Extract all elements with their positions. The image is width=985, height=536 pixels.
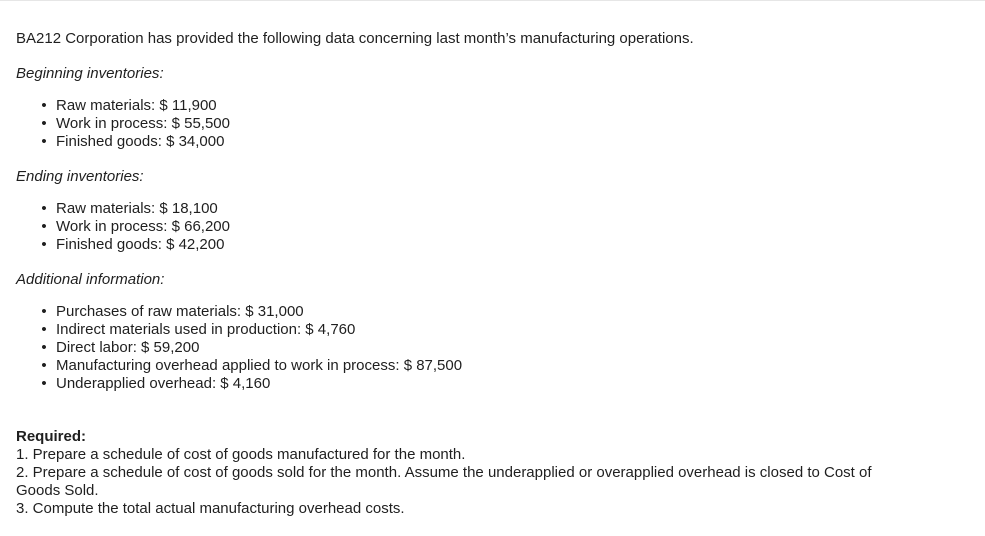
- list-item-text: Indirect materials used in production: $ 4,760: [56, 321, 356, 338]
- list-item-text: Underapplied overhead: $ 4,160: [56, 375, 271, 392]
- list-item-text: Finished goods: $ 42,200: [56, 236, 225, 253]
- ending-heading-colon: :: [139, 168, 144, 185]
- list-item-text: Work in process: $ 55,500: [56, 115, 230, 132]
- bullet-icon: •: [41, 303, 47, 320]
- list-item-text: Manufacturing overhead applied to work in process: $ 87,500: [56, 357, 463, 374]
- list-item: [16, 375, 971, 393]
- ending-inventories-heading: [16, 167, 971, 186]
- required-heading: Required:: [16, 428, 87, 445]
- problem-content: [16, 29, 971, 518]
- beginning-heading-text: Beginning inventories: [16, 65, 160, 82]
- list-item-text: Finished goods: $ 34,000: [56, 133, 225, 150]
- list-item: [16, 200, 971, 218]
- required-item-2-continued: Goods Sold.: [16, 482, 99, 499]
- bullet-icon: •: [41, 133, 47, 150]
- list-item: [16, 357, 971, 375]
- bullet-icon: •: [41, 115, 47, 132]
- bullet-icon: •: [41, 97, 47, 114]
- top-divider: [0, 0, 985, 1]
- additional-information-heading: [16, 270, 971, 289]
- bullet-icon: •: [41, 375, 47, 392]
- bullet-icon: •: [41, 339, 47, 356]
- additional-heading-colon: :: [160, 271, 165, 288]
- ending-heading-text: Ending inventories: [16, 168, 140, 185]
- bullet-icon: •: [41, 357, 47, 374]
- additional-heading-text: Additional information: [16, 271, 161, 288]
- required-item-2: 2. Prepare a schedule of cost of goods sold for the month. Assume the underapplied or overapplied overhead is closed to Cost of: [16, 464, 872, 481]
- bullet-icon: •: [41, 200, 47, 217]
- ending-inventories-list: [16, 200, 971, 254]
- beginning-inventories-heading: [16, 64, 971, 83]
- bullet-icon: •: [41, 218, 47, 235]
- additional-information-list: [16, 303, 971, 393]
- list-item: [16, 339, 971, 357]
- list-item: [16, 218, 971, 236]
- bullet-icon: •: [41, 236, 47, 253]
- required-section: [16, 428, 971, 518]
- intro-text: BA212 Corporation has provided the following data concerning last month’s manufacturing operations.: [16, 30, 694, 47]
- list-item-text: Purchases of raw materials: $ 31,000: [56, 303, 304, 320]
- list-item-text: Work in process: $ 66,200: [56, 218, 230, 235]
- beginning-inventories-list: [16, 97, 971, 151]
- list-item: [16, 236, 971, 254]
- list-item: [16, 321, 971, 339]
- list-item-text: Raw materials: $ 11,900: [56, 97, 217, 114]
- list-item: [16, 133, 971, 151]
- beginning-heading-colon: :: [159, 65, 164, 82]
- list-item-text: Raw materials: $ 18,100: [56, 200, 218, 217]
- list-item: [16, 303, 971, 321]
- required-item-3: 3. Compute the total actual manufacturing overhead costs.: [16, 500, 405, 517]
- list-item-text: Direct labor: $ 59,200: [56, 339, 200, 356]
- bullet-icon: •: [41, 321, 47, 338]
- list-item: [16, 97, 971, 115]
- required-item-1: 1. Prepare a schedule of cost of goods manufactured for the month.: [16, 446, 466, 463]
- list-item: [16, 115, 971, 133]
